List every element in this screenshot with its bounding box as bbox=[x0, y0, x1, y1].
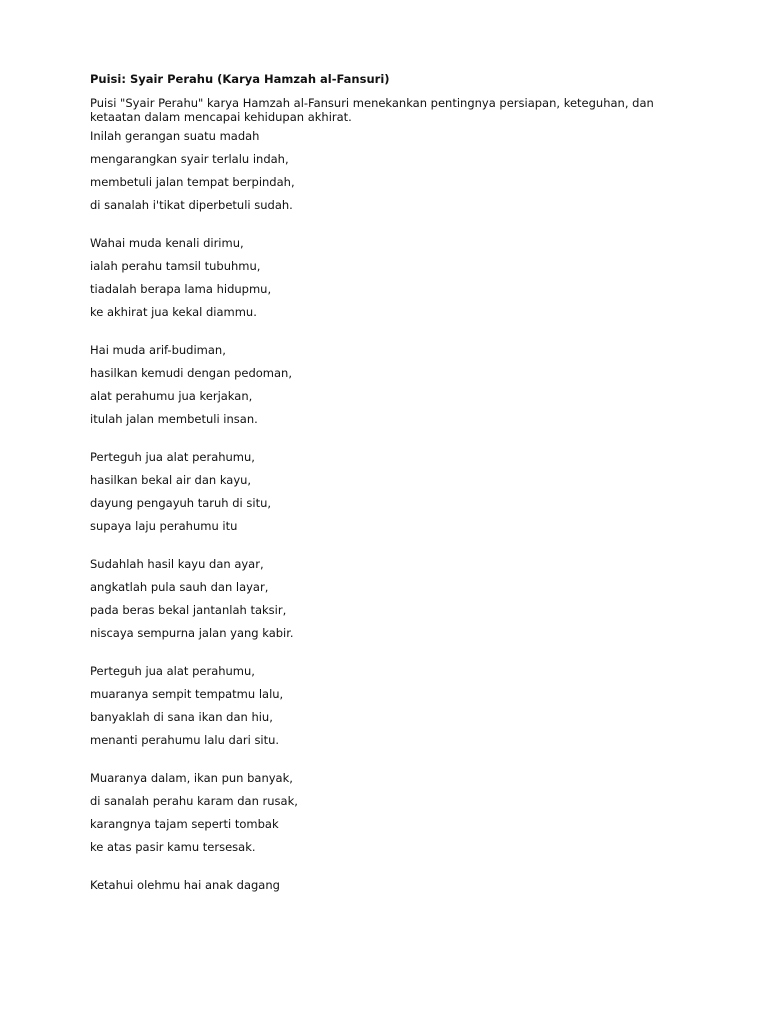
poem-line: ialah perahu tamsil tubuhmu, bbox=[90, 259, 261, 273]
poem-line: angkatlah pula sauh dan layar, bbox=[90, 580, 269, 594]
poem-line: hasilkan bekal air dan kayu, bbox=[90, 473, 252, 487]
poem-line: alat perahumu jua kerjakan, bbox=[90, 389, 253, 403]
stanza-4 bbox=[90, 450, 690, 534]
poem-line: Sudahlah hasil kayu dan ayar, bbox=[90, 557, 264, 571]
poem-line: hasilkan kemudi dengan pedoman, bbox=[90, 366, 292, 380]
poem-line: banyaklah di sana ikan dan hiu, bbox=[90, 710, 273, 724]
poem-line: Perteguh jua alat perahumu, bbox=[90, 664, 255, 678]
poem-line: supaya laju perahumu itu bbox=[90, 519, 238, 533]
poem-line: muaranya sempit tempatmu lalu, bbox=[90, 687, 284, 701]
poem-line: menanti perahumu lalu dari situ. bbox=[90, 733, 280, 747]
poem-line: dayung pengayuh taruh di situ, bbox=[90, 496, 272, 510]
poem-line: Inilah gerangan suatu madah bbox=[90, 129, 260, 143]
poem-line: di sanalah perahu karam dan rusak, bbox=[90, 794, 298, 808]
poem-line: di sanalah i'tikat diperbetuli sudah. bbox=[90, 198, 293, 212]
stanza-5 bbox=[90, 557, 690, 641]
poem-line: Perteguh jua alat perahumu, bbox=[90, 450, 255, 464]
stanza-1 bbox=[90, 129, 690, 213]
poem-line: karangnya tajam seperti tombak bbox=[90, 817, 279, 831]
poem-line: Ketahui olehmu hai anak dagang bbox=[90, 878, 280, 892]
poem-line: itulah jalan membetuli insan. bbox=[90, 412, 258, 426]
stanza-2 bbox=[90, 236, 690, 320]
stanza-7 bbox=[90, 771, 690, 855]
stanza-8 bbox=[90, 878, 690, 893]
poem-line: membetuli jalan tempat berpindah, bbox=[90, 175, 295, 189]
poem-line: niscaya sempurna jalan yang kabir. bbox=[90, 626, 294, 640]
poem-line: ke akhirat jua kekal diammu. bbox=[90, 305, 257, 319]
stanza-6 bbox=[90, 664, 690, 748]
document-page bbox=[90, 72, 690, 916]
poem-line: mengarangkan syair terlalu indah, bbox=[90, 152, 289, 166]
poem-line: tiadalah berapa lama hidupmu, bbox=[90, 282, 272, 296]
poem-line: Hai muda arif-budiman, bbox=[90, 343, 226, 357]
poem-line: pada beras bekal jantanlah taksir, bbox=[90, 603, 287, 617]
stanza-3 bbox=[90, 343, 690, 427]
document-title: Puisi: Syair Perahu (Karya Hamzah al-Fansuri) bbox=[90, 72, 390, 86]
poem-line: ke atas pasir kamu tersesak. bbox=[90, 840, 256, 854]
poem-line: Wahai muda kenali dirimu, bbox=[90, 236, 244, 250]
poem-line: Muaranya dalam, ikan pun banyak, bbox=[90, 771, 293, 785]
document-intro: Puisi "Syair Perahu" karya Hamzah al-Fansuri menekankan pentingnya persiapan, keteguhan, dan ketaatan dalam mencapai kehidupan akhirat. bbox=[90, 96, 654, 124]
